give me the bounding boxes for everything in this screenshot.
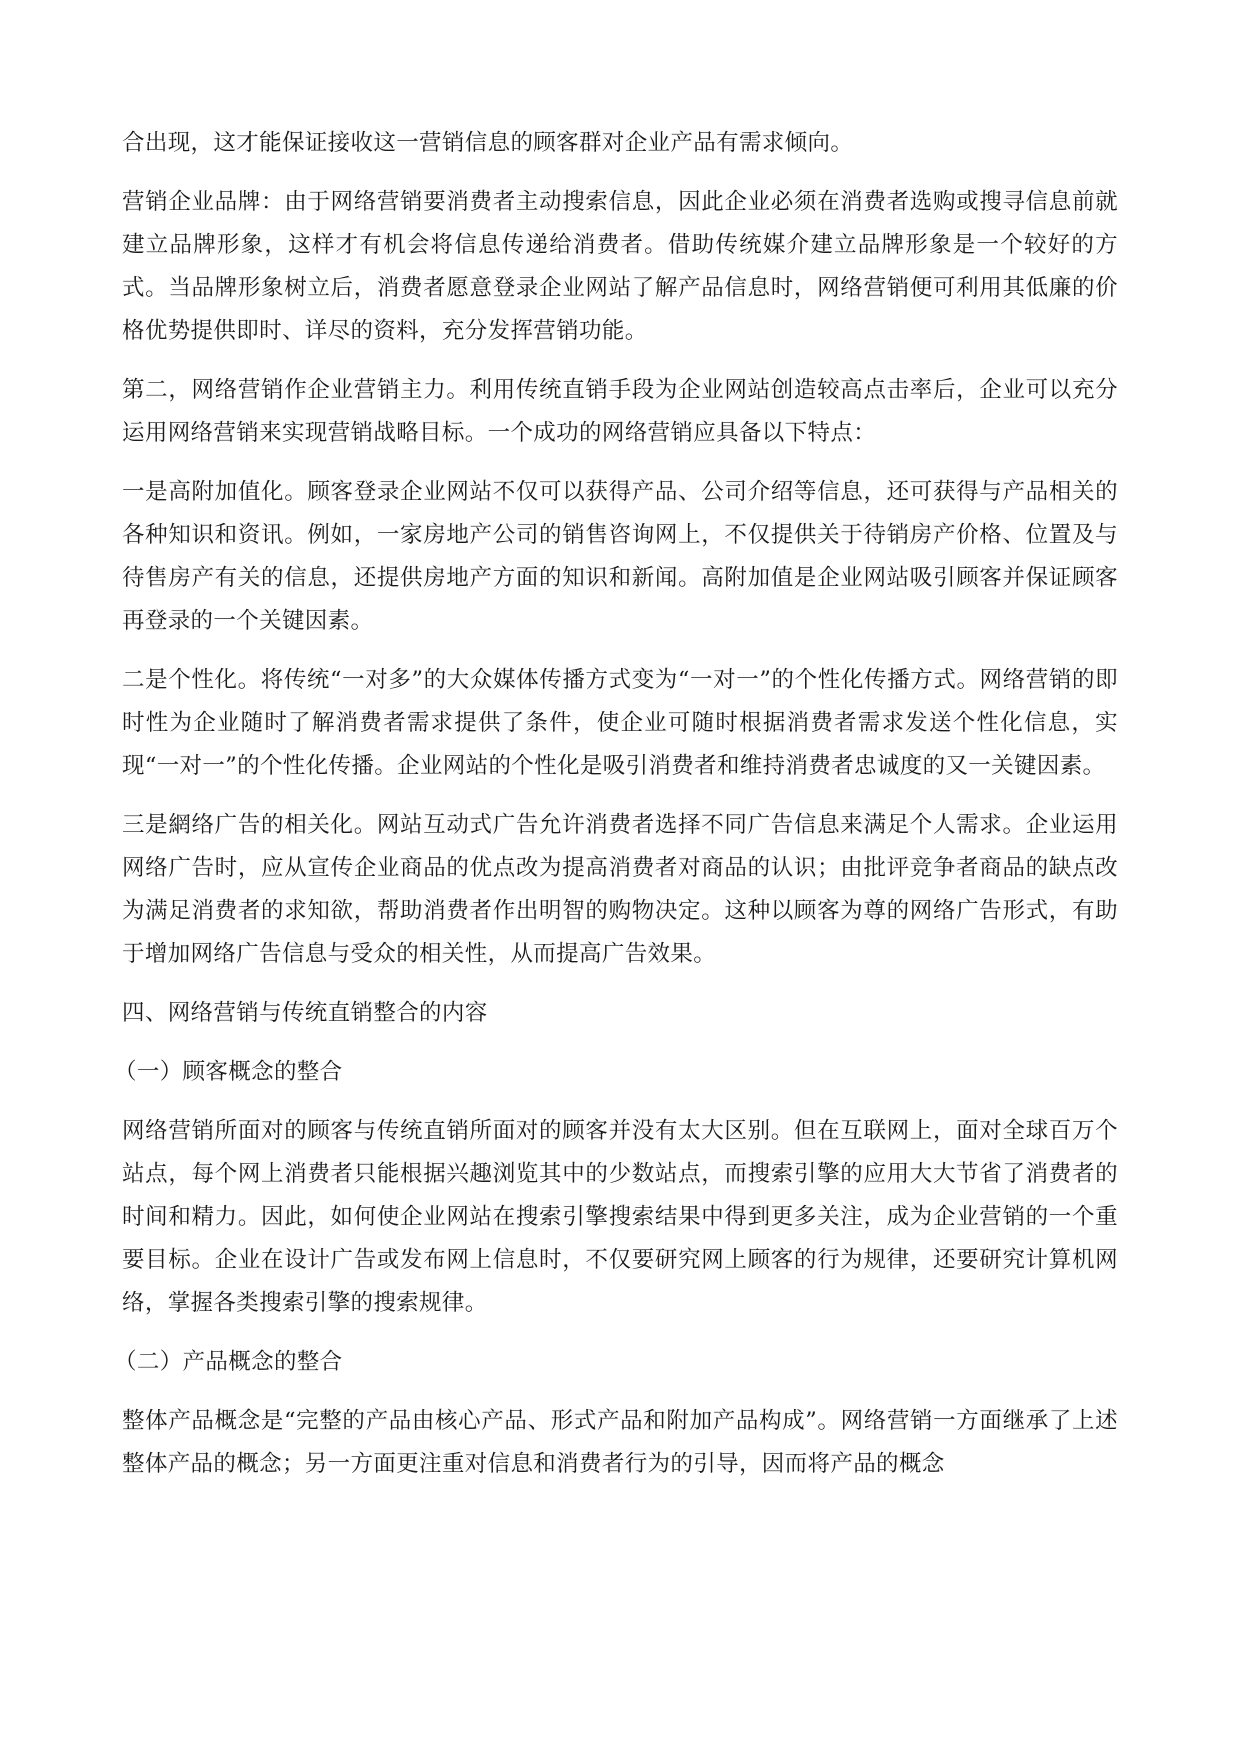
paragraph-customer-concept: 网络营销所面对的顾客与传统直销所面对的顾客并没有太大区别。但在互联网上，面对全球百万个站点，每个网上消费者只能根据兴趣浏览其中的少数站点，而搜索引擎的应用大大节省了消费者的时间和精力。因此，如何使企业网站在搜索引擎搜索结果中得到更多关注，成为企业营销的一个重要目标。企业在设计广告或发布网上信息时，不仅要研究网上顾客的行为规律，还要研究计算机网络，掌握各类搜索引擎的搜索规律。 xyxy=(122,1118,1118,1316)
section-heading: 四、网络营销与传统直销整合的内容 xyxy=(122,1000,488,1026)
paragraph-second-point: 第二，网络营销作企业营销主力。利用传统直销手段为企业网站创造较高点击率后，企业可以充分运用网络营销来实现营销战略目标。一个成功的网络营销应具备以下特点： xyxy=(122,377,1118,446)
paragraph-continuation: 合出现，这才能保证接收这一营销信息的顾客群对企业产品有需求倾向。 xyxy=(122,130,854,156)
paragraph-personalization: 二是个性化。将传统“一对多”的大众媒体传播方式变为“一对一”的个性化传播方式。网络营销的即时性为企业随时了解消费者需求提供了条件，使企业可随时根据消费者需求发送个性化信息，实现“一对一”的个性化传播。企业网站的个性化是吸引消费者和维持消费者忠诚度的又一关键因素。 xyxy=(122,667,1118,779)
paragraph-high-value-added: 一是高附加值化。顾客登录企业网站不仅可以获得产品、公司介绍等信息，还可获得与产品相关的各种知识和资讯。例如，一家房地产公司的销售咨询网上，不仅提供关于待销房产价格、位置及与待售房产有关的信息，还提供房地产方面的知识和新闻。高附加值是企业网站吸引顾客并保证顾客再登录的一个关键因素。 xyxy=(122,479,1118,634)
paragraph-brand-marketing: 营销企业品牌：由于网络营销要消费者主动搜索信息，因此企业必须在消费者选购或搜寻信息前就建立品牌形象，这样才有机会将信息传递给消费者。借助传统媒介建立品牌形象是一个较好的方式。当品牌形象树立后，消费者愿意登录企业网站了解产品信息时，网络营销便可利用其低廉的价格优势提供即时、详尽的资料，充分发挥营销功能。 xyxy=(122,189,1118,344)
page-content xyxy=(114,122,1118,1502)
subsection-heading-product: （二）产品概念的整合 xyxy=(114,1349,343,1375)
paragraph-product-concept: 整体产品概念是“完整的产品由核心产品、形式产品和附加产品构成”。网络营销一方面继承了上述整体产品的概念；另一方面更注重对信息和消费者行为的引导，因而将产品的概念 xyxy=(122,1408,1118,1477)
subsection-heading-customer: （一）顾客概念的整合 xyxy=(114,1059,343,1085)
paragraph-ad-relevance: 三是網络广告的相关化。网站互动式广告允许消费者选择不同广告信息来满足个人需求。企业运用网络广告时，应从宣传企业商品的优点改为提高消费者对商品的认识；由批评竞争者商品的缺点改为满足消费者的求知欲，帮助消费者作出明智的购物决定。这种以顾客为尊的网络广告形式，有助于增加网络广告信息与受众的相关性，从而提高广告效果。 xyxy=(122,812,1118,967)
